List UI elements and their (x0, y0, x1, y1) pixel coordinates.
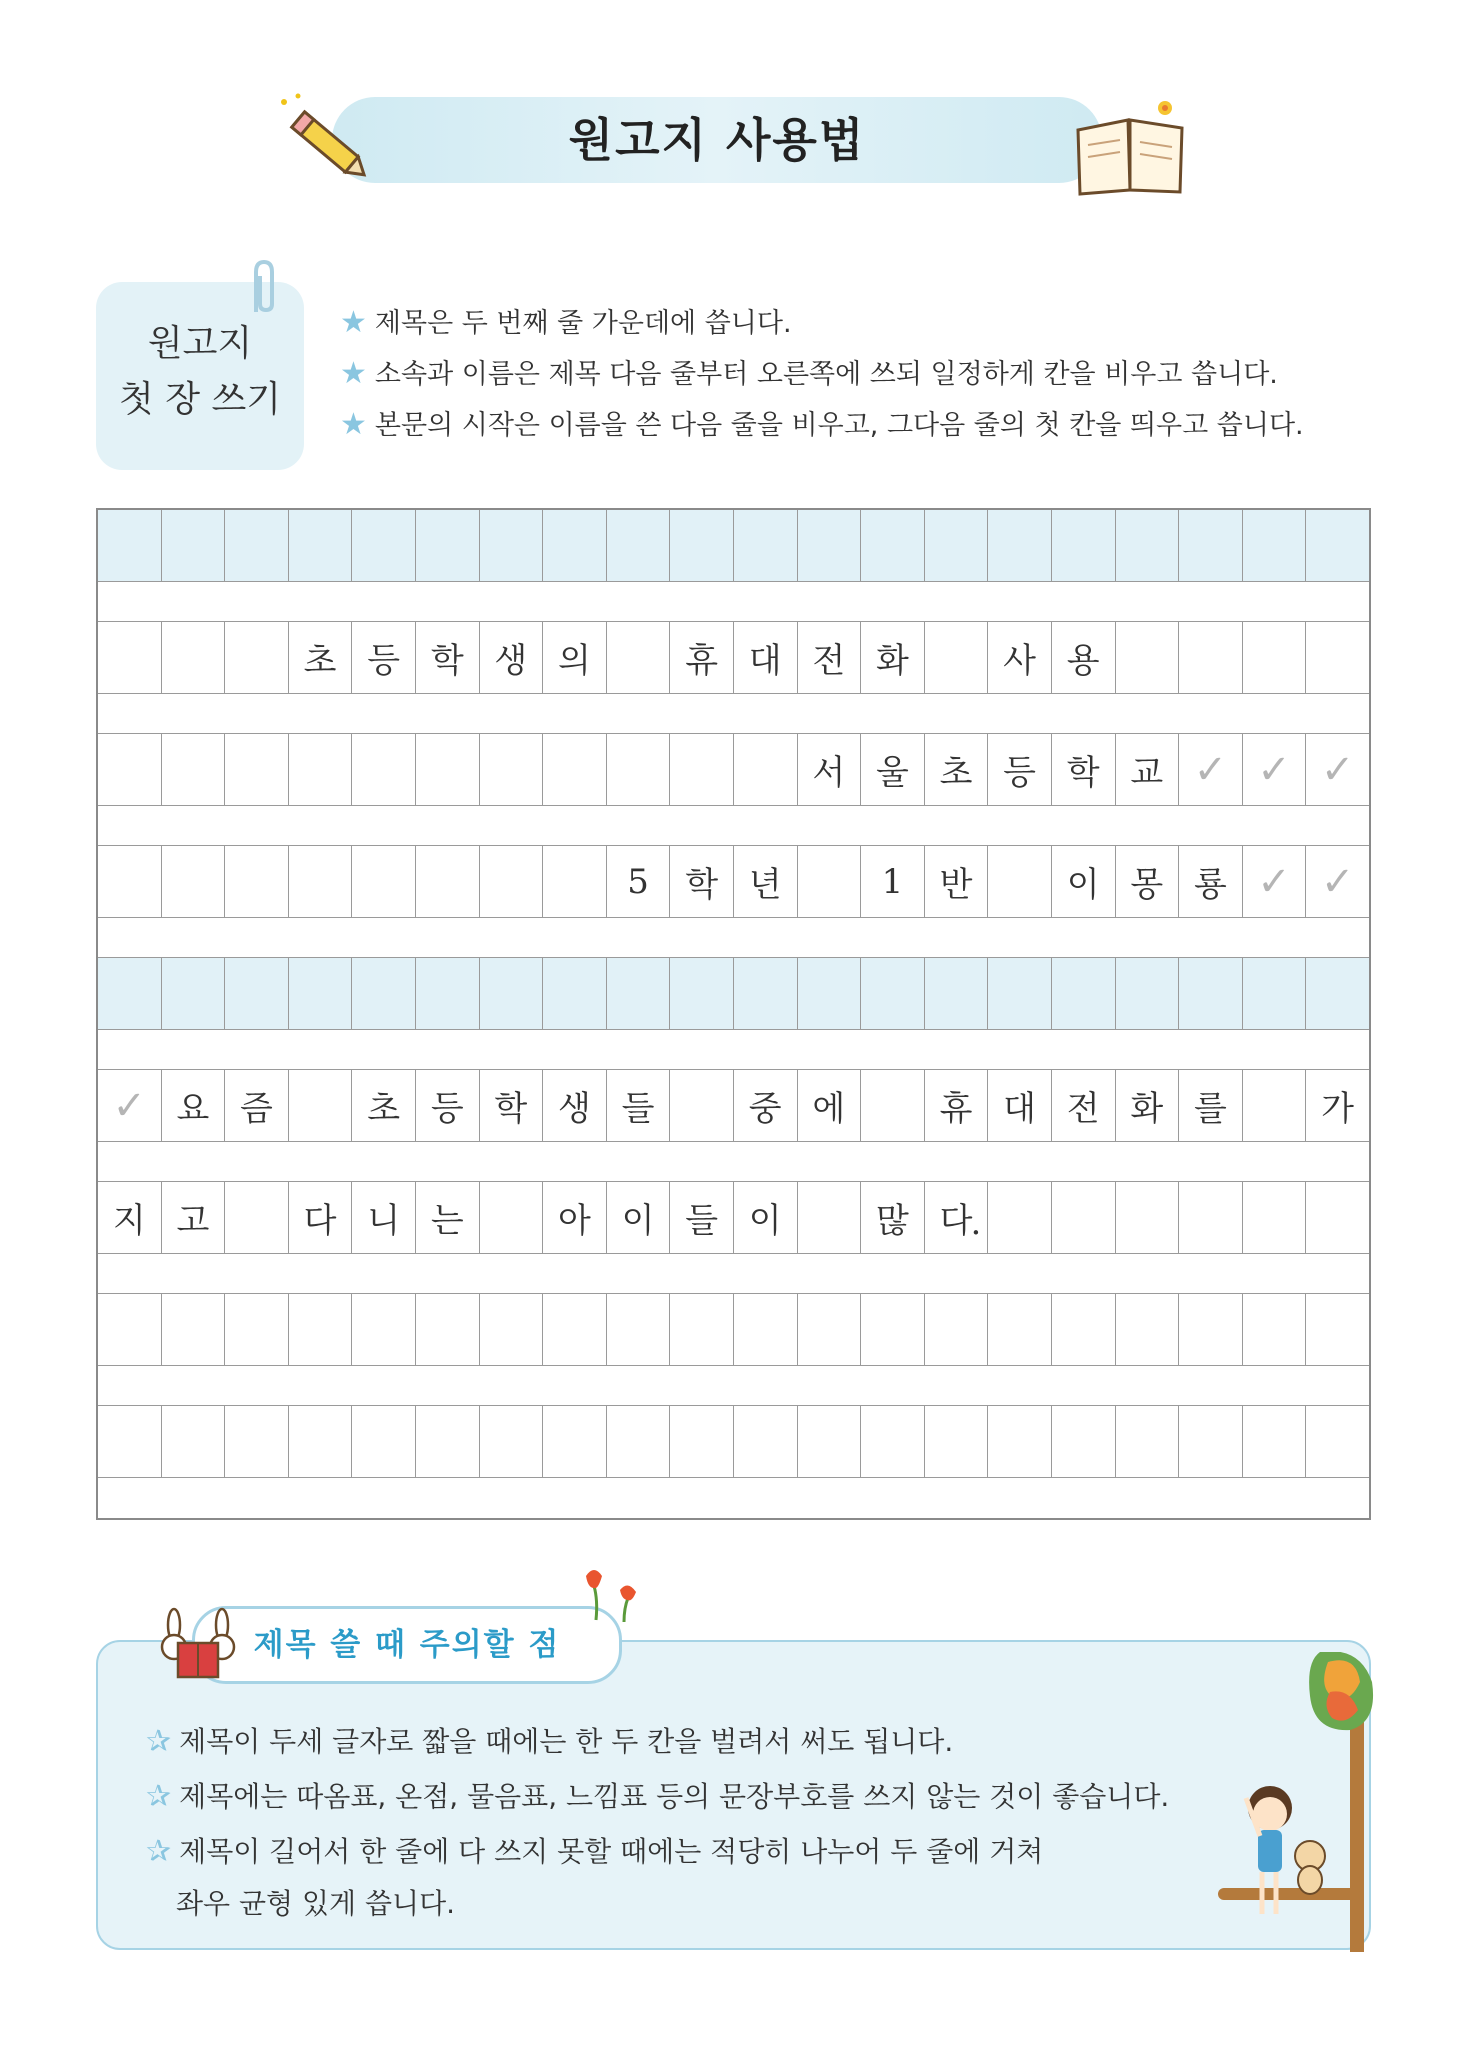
manuscript-row (98, 1182, 1369, 1254)
manuscript-cell (670, 1070, 734, 1141)
manuscript-gap (98, 918, 1369, 958)
manuscript-cell (988, 1294, 1052, 1365)
rule-3 (340, 405, 1304, 445)
manuscript-cell (543, 846, 607, 917)
cell-char: 초 (939, 753, 973, 793)
manuscript-row (98, 1406, 1369, 1478)
manuscript-cell (1116, 1070, 1180, 1141)
manuscript-cell (925, 622, 989, 693)
manuscript-cell (289, 1294, 353, 1365)
manuscript-cell (798, 1070, 862, 1141)
cell-char: 용 (1066, 641, 1100, 681)
manuscript-cell (543, 510, 607, 581)
manuscript-cell (1243, 1070, 1307, 1141)
manuscript-cell (988, 1070, 1052, 1141)
manuscript-cell (480, 1294, 544, 1365)
cell-char: 화 (1130, 1089, 1164, 1129)
cell-char: 중 (748, 1089, 782, 1129)
manuscript-cell (925, 734, 989, 805)
manuscript-cell (162, 734, 226, 805)
manuscript-gap (98, 694, 1369, 734)
manuscript-cell (607, 510, 671, 581)
manuscript-row (98, 958, 1369, 1030)
cell-char: 니 (367, 1201, 401, 1241)
cell-char: 전 (812, 641, 846, 681)
cell-char: 등 (1003, 753, 1037, 793)
cell-char: 많 (875, 1201, 909, 1241)
cell-char: 학 (430, 641, 464, 681)
cell-char: 울 (875, 753, 909, 793)
manuscript-cell (162, 1070, 226, 1141)
manuscript-cell (925, 958, 989, 1029)
manuscript-cell (98, 958, 162, 1029)
manuscript-gap (98, 1142, 1369, 1182)
tip-text: 제목에는 따옴표, 온점, 물음표, 느낌표 등의 문장부호를 쓰지 않는 것이 좋습니다. (179, 1780, 1170, 1813)
manuscript-gap (98, 1366, 1369, 1406)
manuscript-cell (225, 510, 289, 581)
manuscript-cell (670, 958, 734, 1029)
manuscript-cell (162, 958, 226, 1029)
tip-3-continuation: 좌우 균형 있게 씁니다. (176, 1887, 456, 1920)
check-icon (1306, 846, 1369, 917)
manuscript-cell (798, 510, 862, 581)
tulip-icon (576, 1560, 646, 1630)
cell-char: 서 (812, 753, 846, 793)
manuscript-cell (1243, 1294, 1307, 1365)
manuscript-cell (1179, 1182, 1243, 1253)
check-mark: ✓ (1320, 746, 1355, 793)
manuscript-cell (925, 1406, 989, 1477)
rule-text: 제목은 두 번째 줄 가운데에 씁니다. (374, 308, 792, 339)
manuscript-cell (1116, 510, 1180, 581)
check-icon (1243, 846, 1307, 917)
manuscript-cell (162, 1406, 226, 1477)
tip-3 (146, 1830, 1043, 1874)
pencil-icon (270, 92, 380, 192)
manuscript-cell (225, 846, 289, 917)
manuscript-cell (289, 510, 353, 581)
manuscript-cell (1116, 1182, 1180, 1253)
manuscript-cell (480, 1406, 544, 1477)
manuscript-cell (162, 510, 226, 581)
manuscript-cell (1306, 1406, 1369, 1477)
rule-text: 본문의 시작은 이름을 쓴 다음 줄을 비우고, 그다음 줄의 첫 칸을 띄우고 씁니다. (374, 410, 1304, 441)
manuscript-cell (480, 622, 544, 693)
manuscript-cell (416, 1406, 480, 1477)
manuscript-cell (1116, 1294, 1180, 1365)
manuscript-cell (607, 1070, 671, 1141)
manuscript-cell (988, 1182, 1052, 1253)
manuscript-cell (480, 510, 544, 581)
manuscript-cell (861, 958, 925, 1029)
check-mark: ✓ (112, 1082, 147, 1129)
manuscript-cell (1052, 1294, 1116, 1365)
manuscript-cell (480, 958, 544, 1029)
manuscript-cell (416, 958, 480, 1029)
cell-char: 고 (176, 1201, 210, 1241)
check-icon (1306, 734, 1369, 805)
manuscript-cell (352, 846, 416, 917)
cell-char: 등 (367, 641, 401, 681)
manuscript-cell (162, 1294, 226, 1365)
manuscript-cell (607, 1182, 671, 1253)
manuscript-row (98, 846, 1369, 918)
manuscript-cell (670, 1294, 734, 1365)
manuscript-cell (225, 622, 289, 693)
manuscript-cell (670, 510, 734, 581)
rule-1 (340, 303, 792, 343)
manuscript-cell (352, 958, 416, 1029)
manuscript-cell (98, 1294, 162, 1365)
manuscript-gap (98, 582, 1369, 622)
manuscript-cell (607, 846, 671, 917)
manuscript-cell (670, 734, 734, 805)
manuscript-cell (162, 622, 226, 693)
manuscript-cell (98, 1182, 162, 1253)
manuscript-cell (925, 1070, 989, 1141)
manuscript-cell (734, 1070, 798, 1141)
manuscript-cell (734, 510, 798, 581)
star-icon: ★ (340, 356, 367, 391)
manuscript-cell (1052, 1182, 1116, 1253)
rule-2 (340, 354, 1278, 394)
manuscript-cell (861, 1182, 925, 1253)
manuscript-cell (543, 1070, 607, 1141)
manuscript-cell (861, 1070, 925, 1141)
manuscript-cell (416, 1182, 480, 1253)
cell-char: 다 (303, 1201, 337, 1241)
manuscript-cell (352, 1182, 416, 1253)
cell-char: 휴 (685, 641, 719, 681)
check-mark: ✓ (1257, 858, 1291, 905)
book-icon (1070, 90, 1190, 200)
cell-char: 에 (812, 1089, 846, 1129)
cell-char: 생 (494, 641, 528, 681)
manuscript-cell (480, 1070, 544, 1141)
manuscript-cell (1116, 622, 1180, 693)
cell-char: 휴 (939, 1089, 973, 1129)
manuscript-cell (607, 622, 671, 693)
manuscript-cell (1052, 1406, 1116, 1477)
manuscript-cell (352, 510, 416, 581)
manuscript-cell (861, 734, 925, 805)
period-mark: . (970, 1203, 982, 1243)
tip-1 (146, 1720, 953, 1764)
tip-text: 제목이 길어서 한 줄에 다 쓰지 못할 때에는 적당히 나누어 두 줄에 거쳐 (179, 1835, 1044, 1868)
cell-char: 생 (558, 1089, 591, 1129)
manuscript-cell (1116, 734, 1180, 805)
manuscript-cell (416, 846, 480, 917)
manuscript-cell (1306, 1182, 1369, 1253)
manuscript-cell (798, 622, 862, 693)
cell-char: 룡 (1193, 865, 1227, 905)
manuscript-cell (798, 1406, 862, 1477)
cell-char: 다 (939, 1201, 973, 1241)
check-mark: ✓ (1257, 746, 1291, 793)
manuscript-cell (988, 846, 1052, 917)
cell-char: 전 (1066, 1089, 1100, 1129)
manuscript-cell (480, 846, 544, 917)
manuscript-cell (1052, 846, 1116, 917)
cell-char: 이 (1066, 865, 1100, 905)
tips-title: 제목 쓸 때 주의할 점 (253, 1627, 561, 1663)
manuscript-cell (1052, 958, 1116, 1029)
manuscript-cell (861, 510, 925, 581)
manuscript-row (98, 734, 1369, 806)
cell-char: 가 (1321, 1089, 1354, 1129)
manuscript-cell (1179, 510, 1243, 581)
manuscript-cell (925, 1294, 989, 1365)
cell-char: 대 (1003, 1089, 1037, 1129)
manuscript-cell (861, 1294, 925, 1365)
manuscript-cell (1306, 510, 1369, 581)
manuscript-cell (734, 958, 798, 1029)
manuscript-cell (416, 1070, 480, 1141)
manuscript-cell (225, 1070, 289, 1141)
manuscript-cell (162, 1182, 226, 1253)
manuscript-gap (98, 1254, 1369, 1294)
star-icon: ✰ (146, 1779, 172, 1814)
manuscript-gap (98, 806, 1369, 846)
cell-char: 이 (748, 1201, 782, 1241)
manuscript-cell (861, 1406, 925, 1477)
manuscript-cell (352, 1070, 416, 1141)
manuscript-cell (225, 1294, 289, 1365)
manuscript-cell (98, 622, 162, 693)
manuscript-cell (289, 846, 353, 917)
manuscript-cell (734, 1406, 798, 1477)
cell-char: 지 (112, 1201, 146, 1241)
manuscript-cell (670, 1406, 734, 1477)
manuscript-cell (734, 734, 798, 805)
manuscript-cell (1116, 1406, 1180, 1477)
manuscript-cell (1306, 1294, 1369, 1365)
manuscript-cell (734, 622, 798, 693)
manuscript-cell (1243, 622, 1307, 693)
manuscript-cell (543, 622, 607, 693)
manuscript-gap (98, 1030, 1369, 1070)
manuscript-cell (988, 622, 1052, 693)
manuscript-cell (925, 510, 989, 581)
manuscript-cell (798, 846, 862, 917)
cell-char: 화 (875, 641, 909, 681)
cell-char: 즘 (240, 1089, 273, 1129)
manuscript-cell (289, 1182, 353, 1253)
cell-char: 초 (367, 1089, 401, 1129)
manuscript-cell (352, 622, 416, 693)
girl-on-branch-icon (1210, 1652, 1375, 1952)
cell-char: 학 (685, 865, 719, 905)
manuscript-cell (1052, 622, 1116, 693)
manuscript-cell (1179, 1406, 1243, 1477)
cell-char: 이 (621, 1201, 655, 1241)
label-text (96, 316, 304, 428)
manuscript-cell (734, 846, 798, 917)
manuscript-cell (416, 1294, 480, 1365)
manuscript-cell (1306, 622, 1369, 693)
page-title: 원고지 사용법 (568, 113, 866, 167)
manuscript-cell (1243, 958, 1307, 1029)
manuscript-cell (1116, 846, 1180, 917)
manuscript-cell (1243, 1406, 1307, 1477)
cell-char: 들 (685, 1201, 719, 1241)
check-icon (98, 1070, 162, 1141)
manuscript-cell (225, 958, 289, 1029)
manuscript-row (98, 1294, 1369, 1366)
manuscript-cell (988, 734, 1052, 805)
manuscript-cell (416, 734, 480, 805)
manuscript-cell (543, 1406, 607, 1477)
manuscript-cell (670, 622, 734, 693)
cell-char: 1 (881, 861, 904, 902)
manuscript-cell (289, 622, 353, 693)
manuscript-cell (543, 1182, 607, 1253)
cell-char: 는 (430, 1201, 464, 1241)
manuscript-cell (225, 1406, 289, 1477)
check-icon (1179, 734, 1243, 805)
cell-char: 초 (303, 641, 337, 681)
manuscript-cell (225, 734, 289, 805)
manuscript-cell (289, 1070, 353, 1141)
cell-char: 몽 (1130, 865, 1164, 905)
manuscript-cell (1116, 958, 1180, 1029)
manuscript-cell (988, 1406, 1052, 1477)
manuscript-cell (1243, 510, 1307, 581)
manuscript-cell (1052, 734, 1116, 805)
manuscript-cell (798, 1294, 862, 1365)
manuscript-cell (543, 1294, 607, 1365)
manuscript-cell (1179, 958, 1243, 1029)
cell-char: 요 (176, 1089, 210, 1129)
check-mark: ✓ (1193, 746, 1228, 793)
manuscript-cell (289, 734, 353, 805)
cell-char: 반 (939, 865, 973, 905)
manuscript-row (98, 1070, 1369, 1142)
manuscript-cell (289, 958, 353, 1029)
cell-char: 5 (627, 861, 649, 902)
check-icon (1243, 734, 1307, 805)
manuscript-cell (1179, 1070, 1243, 1141)
rabbit-book-icon (152, 1605, 244, 1685)
manuscript-cell (162, 846, 226, 917)
cell-char: 사 (1003, 641, 1037, 681)
manuscript-cell (925, 846, 989, 917)
rule-text: 소속과 이름은 제목 다음 줄부터 오른쪽에 쓰되 일정하게 칸을 비우고 씁니다. (374, 359, 1278, 390)
manuscript-cell (480, 1182, 544, 1253)
manuscript-cell (98, 1406, 162, 1477)
manuscript-cell (1179, 622, 1243, 693)
manuscript-cell (798, 958, 862, 1029)
cell-char: 년 (748, 865, 782, 905)
manuscript-cell (352, 1294, 416, 1365)
cell-char: 교 (1130, 753, 1164, 793)
manuscript-cell (98, 846, 162, 917)
cell-char: 학 (1066, 753, 1100, 793)
manuscript-cell (1179, 846, 1243, 917)
manuscript-cell (289, 1406, 353, 1477)
manuscript-cell (1179, 1294, 1243, 1365)
manuscript-cell (98, 734, 162, 805)
star-icon: ★ (340, 305, 367, 340)
manuscript-gap (98, 1478, 1369, 1518)
manuscript-cell (607, 1406, 671, 1477)
manuscript-cell (352, 734, 416, 805)
manuscript-cell (352, 1406, 416, 1477)
manuscript-cell (670, 846, 734, 917)
manuscript-cell (1306, 958, 1369, 1029)
manuscript-cell (1052, 1070, 1116, 1141)
manuscript-cell (607, 958, 671, 1029)
manuscript-cell (1052, 510, 1116, 581)
manuscript-cell (861, 622, 925, 693)
manuscript-cell (543, 734, 607, 805)
manuscript-cell (98, 510, 162, 581)
manuscript-cell (543, 958, 607, 1029)
manuscript-cell (416, 622, 480, 693)
cell-char: 학 (494, 1089, 528, 1129)
star-icon: ✰ (146, 1724, 172, 1759)
label-line-2: 첫 장 쓰기 (119, 379, 281, 420)
label-line-1: 원고지 (147, 323, 253, 364)
check-mark: ✓ (1320, 858, 1355, 905)
manuscript-cell (225, 1182, 289, 1253)
manuscript-grid (96, 508, 1371, 1520)
star-icon: ✰ (146, 1834, 172, 1869)
manuscript-cell (607, 1294, 671, 1365)
cell-char: 들 (621, 1089, 655, 1129)
manuscript-cell (734, 1182, 798, 1253)
paperclip-icon (244, 258, 284, 318)
manuscript-cell (861, 846, 925, 917)
manuscript-cell (988, 510, 1052, 581)
manuscript-cell (798, 1182, 862, 1253)
cell-char: 아 (558, 1201, 591, 1241)
manuscript-cell (416, 510, 480, 581)
manuscript-cell (1243, 1182, 1307, 1253)
cell-char: 의 (558, 641, 591, 681)
manuscript-cell (734, 1294, 798, 1365)
cell-char: 를 (1193, 1089, 1227, 1129)
manuscript-cell (607, 734, 671, 805)
tip-2 (146, 1775, 1169, 1819)
manuscript-cell (988, 958, 1052, 1029)
manuscript-cell (798, 734, 862, 805)
manuscript-cell (670, 1182, 734, 1253)
tip-text: 제목이 두세 글자로 짧을 때에는 한 두 칸을 벌려서 써도 됩니다. (179, 1725, 954, 1758)
manuscript-cell (480, 734, 544, 805)
manuscript-row (98, 510, 1369, 582)
cell-char: 대 (748, 641, 782, 681)
manuscript-cell (925, 1182, 989, 1253)
manuscript-row (98, 622, 1369, 694)
star-icon: ★ (340, 407, 367, 442)
manuscript-cell (1306, 1070, 1369, 1141)
cell-char: 등 (430, 1089, 464, 1129)
